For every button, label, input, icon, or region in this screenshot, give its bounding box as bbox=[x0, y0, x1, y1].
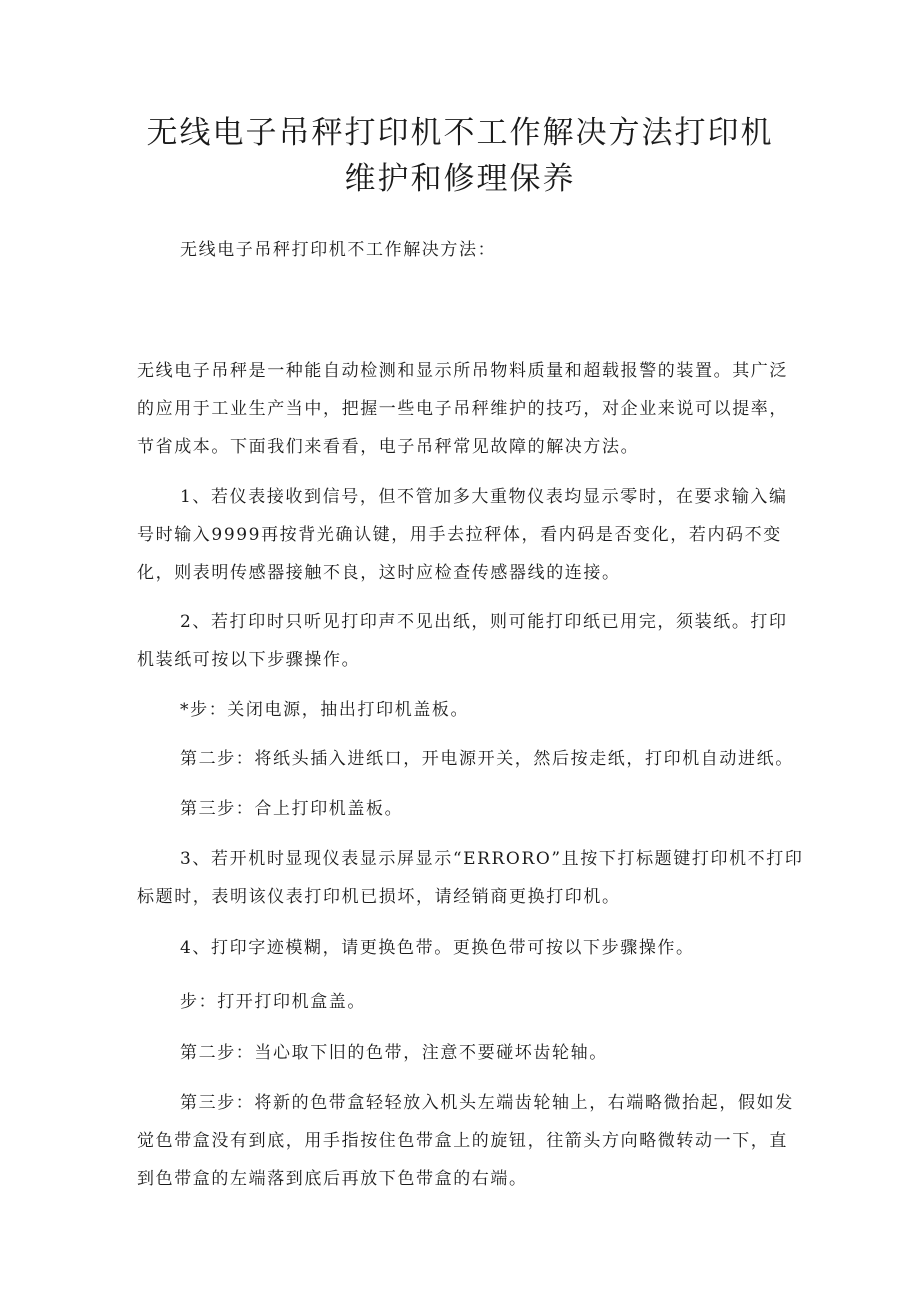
paragraph-ribbon-step-2 bbox=[137, 1034, 797, 1072]
paragraph-line: 2、若打印时只听见打印声不见出纸，则可能打印纸已用完，须装纸。打印 bbox=[180, 612, 788, 632]
paragraph-item-3 bbox=[137, 840, 804, 916]
document-title bbox=[60, 110, 860, 202]
paragraph-step-2 bbox=[137, 740, 797, 778]
paragraph-line: 第二步：当心取下旧的色带，注意不要碰坏齿轮轴。 bbox=[180, 1043, 608, 1063]
paragraph-line: 号时输入9999再按背光确认键，用手去拉秤体，看内码是否变化，若内码不变 bbox=[137, 525, 782, 545]
paragraph-line: 3、若开机时显现仪表显示屏显示“ERRORO”且按下打标题键打印机不打印 bbox=[180, 849, 804, 869]
title-line-1: 无线电子吊秤打印机不工作解决方法打印机 bbox=[146, 115, 774, 151]
paragraph-item-2 bbox=[137, 603, 797, 679]
paragraph-line: *步：关闭电源，抽出打印机盖板。 bbox=[180, 700, 470, 720]
intro-heading-text: 无线电子吊秤打印机不工作解决方法： bbox=[180, 240, 497, 260]
paragraph-step-1 bbox=[137, 691, 797, 729]
title-line-2: 维护和修理保养 bbox=[344, 161, 576, 197]
paragraph-intro bbox=[137, 352, 797, 466]
paragraph-line: 到色带盒的左端落到底后再放下色带盒的右端。 bbox=[137, 1169, 528, 1189]
intro-heading bbox=[137, 231, 797, 269]
paragraph-line: 第三步：合上打印机盖板。 bbox=[180, 799, 404, 819]
paragraph-step-3 bbox=[137, 790, 797, 828]
paragraph-line: 无线电子吊秤是一种能自动检测和显示所吊物料质量和超载报警的装置。其广泛 bbox=[137, 361, 788, 381]
paragraph-line: 节省成本。下面我们来看看，电子吊秤常见故障的解决方法。 bbox=[137, 437, 640, 457]
paragraph-line: 步：打开打印机盒盖。 bbox=[180, 992, 366, 1012]
paragraph-line: 机装纸可按以下步骤操作。 bbox=[137, 650, 361, 670]
paragraph-item-1 bbox=[137, 478, 797, 592]
paragraph-ribbon-step-1 bbox=[137, 983, 797, 1021]
paragraph-line: 化，则表明传感器接触不良，这时应检查传感器线的连接。 bbox=[137, 563, 621, 583]
paragraph-item-4 bbox=[137, 929, 797, 967]
paragraph-line: 觉色带盒没有到底，用手指按住色带盒上的旋钮，往箭头方向略微转动一下，直 bbox=[137, 1131, 788, 1151]
paragraph-line: 第二步：将纸头插入进纸口，开电源开关，然后按走纸，打印机自动进纸。 bbox=[180, 749, 794, 769]
paragraph-line: 4、打印字迹模糊，请更换色带。更换色带可按以下步骤操作。 bbox=[180, 938, 695, 958]
paragraph-line: 1、若仪表接收到信号，但不管加多大重物仪表均显示零时，在要求输入编 bbox=[180, 487, 788, 507]
paragraph-line: 标题时，表明该仪表打印机已损坏，请经销商更换打印机。 bbox=[137, 887, 621, 907]
paragraph-ribbon-step-3 bbox=[137, 1084, 797, 1198]
paragraph-line: 的应用于工业生产当中，把握一些电子吊秤维护的技巧，对企业来说可以提率， bbox=[137, 399, 788, 419]
paragraph-line: 第三步：将新的色带盒轻轻放入机头左端齿轮轴上，右端略微抬起，假如发 bbox=[180, 1093, 794, 1113]
